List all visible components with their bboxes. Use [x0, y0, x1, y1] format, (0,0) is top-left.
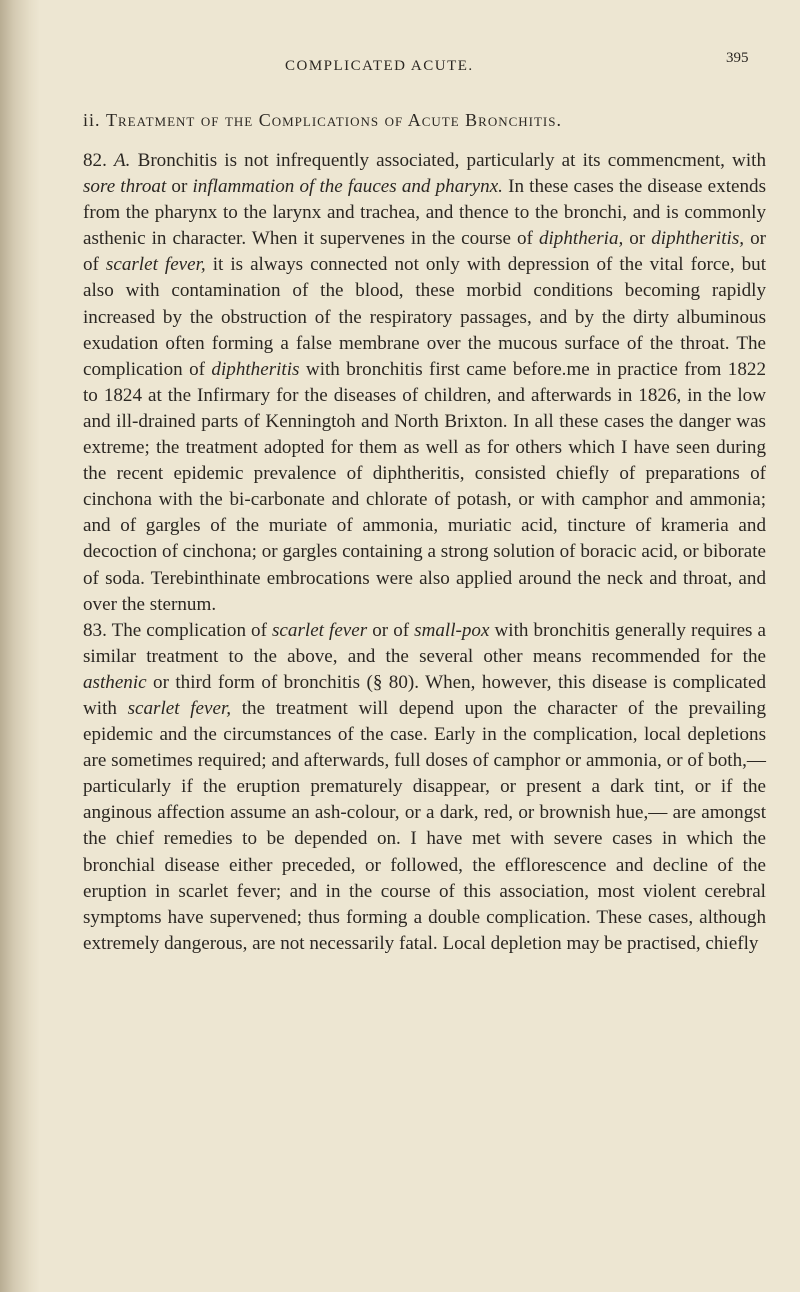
section-number: ii.: [83, 110, 101, 130]
body-text: [83, 148, 766, 957]
section-title: Treatment of the Complications of Acute Bronchitis.: [106, 110, 562, 130]
italic-text: sore throat: [83, 176, 167, 198]
italic-text: inflammation of the fauces and pharynx.: [192, 176, 503, 198]
italic-text: small-pox: [414, 619, 490, 641]
italic-text: scarlet fever,: [105, 254, 206, 276]
italic-text: scarlet fever: [272, 619, 368, 641]
paragraph-82: [83, 148, 766, 618]
text-run: with bronchitis generally requires a similar treatment to the above, and the several other means recommended for the: [83, 619, 767, 667]
text-run: or third form of bronchitis (§ 80). When, however, this disease is complicated with: [83, 671, 766, 719]
text-run: it is always connected not only with depression of the vital force, but also with contamination of the blood, these morbid conditions becoming rapidly increased by the obstruction of the respiratory passages, and by the dirty albuminous exudation often forming a false membrane over the mucous surface of the throat. The complication of: [83, 254, 766, 380]
italic-text: A.: [114, 150, 131, 171]
italic-text: diphtheria,: [538, 228, 624, 250]
italic-text: diphtheritis: [211, 358, 300, 380]
italic-text: scarlet fever,: [127, 697, 232, 719]
text-run: or of: [367, 619, 415, 641]
text-run: with bronchitis first came before.me in practice from 1822 to 1824 at the Infirmary for the diseases of children, and afterwards in 1826, in the low and ill-drained parts of Kenningtoh and North Brixton. In all these cases the danger was extreme; the treatment adopted for them as well as for others which I have seen during the recent epidemic prevalence of diphtheritis, consisted chiefly of preparations of cinchona with the bi-carbonate and chlorate of potash, or with camphor and ammonia; and of gargles of the muriate of ammonia, muriatic acid, tincture of krameria and decoction of cinchona; or gargles containing a strong solution of boracic acid, or biborate of soda. Terebinthinate embrocations were also applied around the neck and throat, and over the sternum.: [83, 358, 766, 615]
text-run: the treatment will depend upon the character of the prevailing epidemic and the circumstances of the case. Early in the complication, local depletions are sometimes required; and afterwards, full doses of camphor or ammonia, or of both,—particularly if the eruption prematurely disappear, or present a dark tint, or if the anginous affection assume an ash-colour, or a dark, red, or brownish hue,— are amongst the chief remedies to be depended on. I have met with severe cases in which the bronchial disease either preceded, or followed, the efflorescence and decline of the eruption in scarlet fever; and in the course of this association, most violent cerebral symptoms have supervened; thus forming a double complication. These cases, although extremely dangerous, are not necessarily fatal. Local depletion may be practised, chiefly: [83, 697, 766, 954]
text-run: In these cases the disease extends from the pharynx to the larynx and trachea, and thence to the bronchi, and is commonly asthenic in character. When it supervenes in the course of: [83, 176, 766, 250]
text-run: or: [166, 176, 193, 198]
section-heading: [83, 110, 773, 131]
text-run: Bronchitis is not infrequently associated, particularly at its commencment, with: [130, 150, 767, 171]
text-run: or of: [83, 228, 766, 276]
italic-text: diphtheritis,: [651, 228, 745, 250]
text-run: or: [623, 228, 652, 250]
page-number: 395: [726, 50, 749, 66]
text-run: 83. The complication of: [83, 619, 272, 641]
paragraph-83: [83, 618, 766, 957]
text-run: 82.: [83, 150, 115, 171]
running-head: COMPLICATED ACUTE.: [285, 58, 474, 74]
italic-text: asthenic: [83, 671, 147, 693]
